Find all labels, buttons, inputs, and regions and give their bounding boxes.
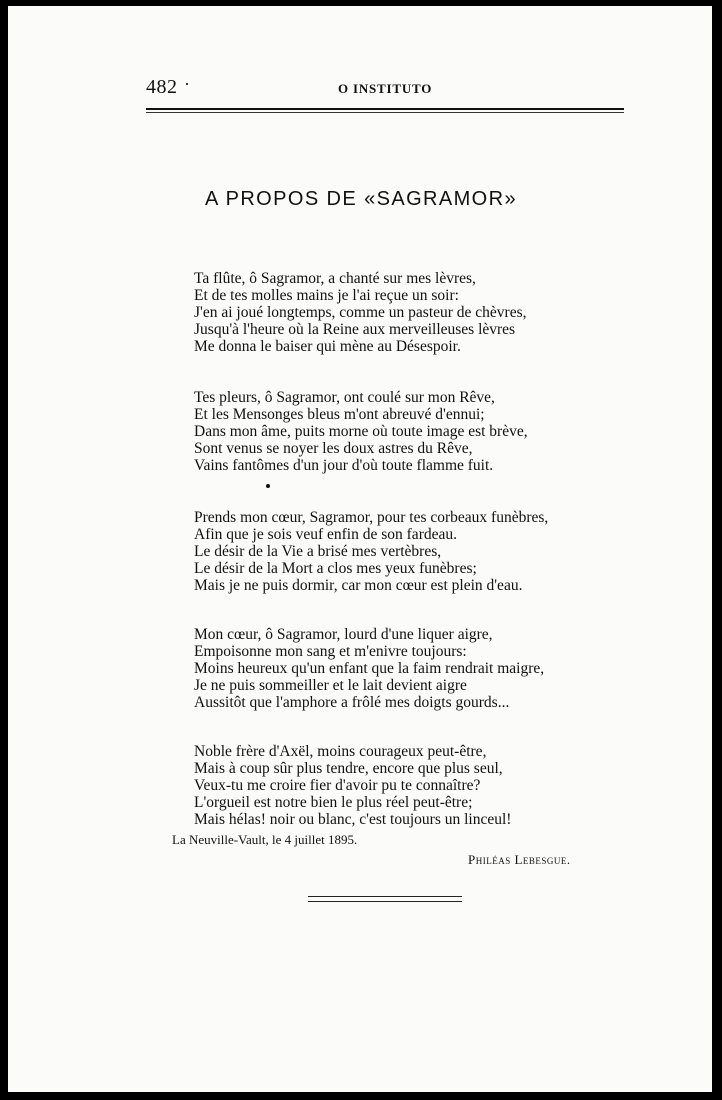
header-dot: · <box>184 74 190 94</box>
verse-line: Jusqu'à l'heure où la Reine aux merveilleuses lèvres <box>194 321 516 338</box>
end-rule-lower <box>308 901 462 902</box>
verse-line: Prends mon cœur, Sagramor, pour tes corbeaux funèbres, <box>194 509 549 526</box>
verse-line: Mais à coup sûr plus tendre, encore que plus seul, <box>194 760 503 777</box>
verse-line: Me donna le baiser qui mène au Désespoir. <box>194 338 461 355</box>
verse-line: Empoisonne mon sang et m'enivre toujours: <box>194 643 467 660</box>
stanza-2 <box>194 389 528 474</box>
header-rule <box>146 108 624 110</box>
stanza-1 <box>194 270 527 355</box>
stanza-3 <box>194 509 548 594</box>
stanza-4 <box>194 626 544 711</box>
verse-line: Moins heureux qu'un enfant que la faim rendrait maigre, <box>194 660 545 677</box>
verse-line: Le désir de la Vie a brisé mes vertèbres, <box>194 543 442 560</box>
verse-line: Dans mon âme, puits morne où toute image est brève, <box>194 423 528 440</box>
page-number: 482 <box>146 76 178 98</box>
verse-line: Et de tes molles mains je l'ai reçue un soir: <box>194 287 459 304</box>
verse-line: Veux-tu me croire fier d'avoir pu te connaître? <box>194 777 481 794</box>
verse-line: Mais hélas! noir ou blanc, c'est toujours un linceul! <box>194 811 512 828</box>
verse-line: Le désir de la Mort a clos mes yeux funèbres; <box>194 560 477 577</box>
verse-line: Et les Mensonges bleus m'ont abreuvé d'ennui; <box>194 406 485 423</box>
verse-line: Aussitôt que l'amphore a frôlé mes doigts gourds... <box>194 694 510 711</box>
verse-line: Afin que je sois veuf enfin de son fardeau. <box>194 526 457 543</box>
author-signature: Philéas Lebesgue. <box>468 852 571 867</box>
stanza-5 <box>194 743 511 828</box>
verse-line: Mais je ne puis dormir, car mon cœur est plein d'eau. <box>194 577 523 594</box>
verse-line: Ta flûte, ô Sagramor, a chanté sur mes lèvres, <box>194 270 476 287</box>
verse-line: Tes pleurs, ô Sagramor, ont coulé sur mon Rêve, <box>194 389 495 406</box>
end-rule <box>308 896 462 897</box>
page-header <box>146 72 624 102</box>
verse-line: Noble frère d'Axël, moins courageux peut-être, <box>194 743 487 760</box>
verse-line: Sont venus se noyer les doux astres du Rêve, <box>194 440 473 457</box>
running-head: O INSTITUTO <box>338 81 433 96</box>
verse-line: Je ne puis sommeiller et le lait devient aigre <box>194 677 467 694</box>
print-speck <box>266 484 270 488</box>
verse-line: L'orgueil est notre bien le plus réel peut-être; <box>194 794 473 811</box>
verse-line: Vains fantômes d'un jour d'où toute flamme fuit. <box>194 457 494 474</box>
dateline: La Neuville-Vault, le 4 juillet 1895. <box>172 832 358 847</box>
poem-title: A PROPOS DE «SAGRAMOR» <box>205 188 517 210</box>
verse-line: J'en ai joué longtemps, comme un pasteur de chèvres, <box>194 304 527 321</box>
header-rule-thin <box>146 112 624 113</box>
verse-line: Mon cœur, ô Sagramor, lourd d'une liquer aigre, <box>194 626 493 643</box>
